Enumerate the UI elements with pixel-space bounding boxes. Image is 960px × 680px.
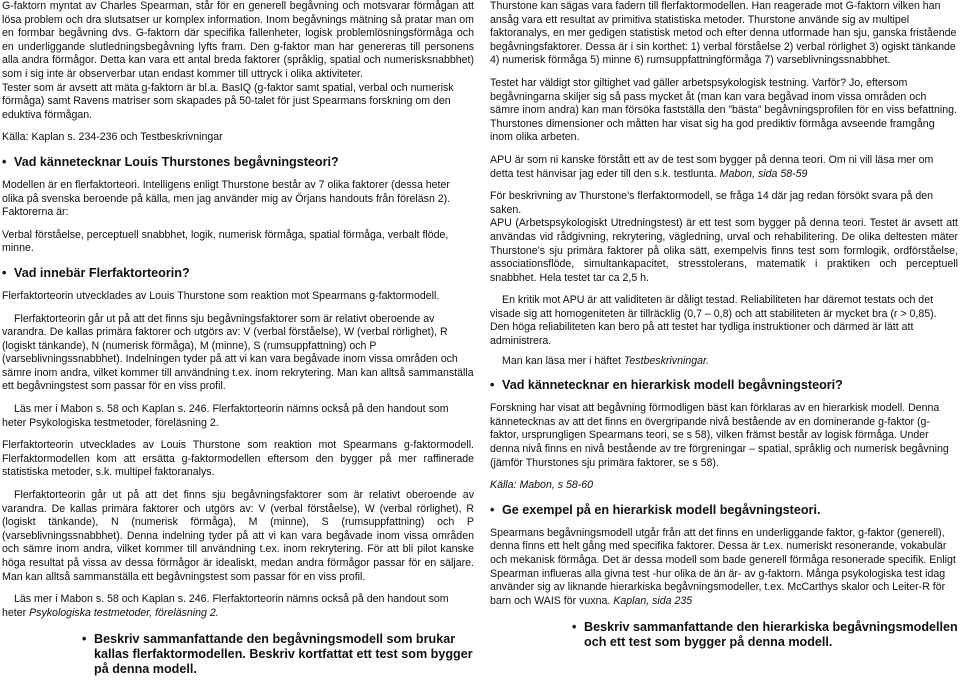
answer-paragraph: Forskning har visat att begåvning förmodligen bäst kan förklaras av en hierarkisk modell. Denna kännetecknas av att det finns en övergripande nivå bestående av en dominerande g-faktor (g-faktor, ursprungligen Spearmans teori, se s 58), vilken främst består av logisk förmåga. Under denna nivå finns en nivå bestående av tre förgreningar – spatial, språklig och numerisk begåvning (jämför Thurstones sju primära faktorer, se s 58). (490, 402, 949, 469)
source-line: Källa: Mabon, s 58-60 (490, 479, 594, 492)
answer-paragraph: Flerfaktorteorin går ut på att det finns sju begåvningsfaktorer som är relativt oberoende av varandra. De kallas primära faktorer och utgörs av: V (verbal förståelse), W (verbal rörlighet), R (logiskt tänkande), N (numerisk förmåga), M (minne), S (rumsuppfattning) och P (varseblivningssnabbhet). Indelningen tyder på att vi kan vara begåvade inom vissa områden och sämre inom andra, vilket kommer till användning t.ex. inom rekrytering. Man kan alltså sammanställa ett begåvningstest som passar för en viss profil. (2, 312, 474, 393)
question-text: Beskriv sammanfattande den hierarkiska begåvningsmodellen och ett test som bygger på denna modell. (584, 620, 958, 650)
question-hierarchical-summary (572, 620, 958, 650)
answer-paragraph (490, 154, 958, 181)
answer-intro: Flerfaktorteorin utvecklades av Louis Thurstone som reaktion mot Spearmans g-faktormodell. (2, 289, 440, 302)
question-thurstone (2, 155, 474, 170)
tests-paragraph: Tester som är avsett att mäta g-faktorn är bl.a. BasIQ (g-faktor samt spatial, verbal och numerisk förmåga) samt Ravens matriser som skapades på 50-talet för just Spearmans forskning om den eduktiva förmågan. (2, 81, 454, 121)
bullet-icon: • (490, 502, 495, 517)
read-more-source: Psykologiska testmetoder, föreläsning 2. (29, 606, 219, 619)
critique-paragraph: En kritik mot APU är att validiteten är dåligt testad. Reliabiliteten har däremot testats och det visade sig att homogeniteten är tillräcklig (0,7 – 0,8) och att stabiliteten är mycket bra (r > 0,85). Den höga reliabiliteten kan bero på att testet har tydliga instruktioner och därmed är lätt att administrera. (490, 294, 937, 348)
question-example (490, 503, 958, 518)
apu-paragraph: APU (Arbetspsykologiskt Utredningstest) är ett test som bygger på denna teori. Testet är avsett att användas vid rådgivning, rekrytering, vägledning, urval och rehabilitering. De olika deltesten mäter Thurstone's sju primära faktorer på olika sätt, exempelvis finns test som formlogik, ordförståelse, associationsflöde, simultankapacitet, stresstolerans, matematik i praktiken och perceptuell snabbhet. Hela testet tar ca 2,5 h. (490, 217, 958, 284)
intro-paragraph: G-faktorn myntat av Charles Spearman, står för en generell begåvning och motsvarar förmågan att lösa problem och dra slutsatser ur komplex information. Inom begåvnings mätning så pratar man om en formbar begåvning dvs. G-faktorn där specifika fallenheter, logisk problemlösningsförmåga och en underliggande slutledningsbegåvning lyfts fram. Den g-faktor man har genereras till personens alla andra förmågor. Detta kan vara ett antal breda faktorer (språklig, spatial och numerisksnabbhet) som i sig inte är observerbar utan endast kommer till uttryck i olika aktiviteter. (2, 0, 474, 80)
right-column (490, 0, 958, 650)
bullet-icon: • (572, 620, 577, 635)
question-summary (82, 632, 474, 677)
answer-paragraph (490, 527, 958, 609)
read-more-line (490, 355, 958, 369)
read-more-text: Man kan läsa mer i häftet (502, 354, 624, 367)
apu-source: Mabon, sida 58-59 (719, 167, 808, 180)
question-text: Vad innebär Flerfaktorteorin? (14, 265, 190, 280)
answer-paragraph: Flerfaktorteorin går ut på att det finns sju begåvningsfaktorer som är relativt oberoende av varandra. De kallas primära faktorer och utgörs av: V (verbal förståelse), W (verbal rörlighet), R (logiskt tänkande), N (numerisk förmåga), M (minne), S (rumsuppfattning) och P (varseblivningssnabbhet). Denna indelning tyder på att vi kan vara begåvade inom vissa områden och sämre inom andra, vilket kommer till användning t.ex. inom rekrytering. För att bli pilot kanske höga resultat på vissa av dessa förmågor är idealiskt, medan andra förmågor passar för en säljare. Man kan alltså sammanställa ett begåvningstest som passar för en viss profil. (2, 489, 474, 583)
bullet-icon: • (2, 154, 7, 169)
read-more-text: Läs mer i Mabon s. 58 och Kaplan s. 246. Flerfaktorteorin nämns också på den handout som heter (2, 593, 449, 619)
question-text: Vad kännetecknar en hierarkisk modell begåvningsteori? (502, 378, 843, 393)
spearman-source: Kaplan, sida 235 (613, 594, 693, 607)
left-column (2, 0, 474, 677)
read-more-line: Läs mer i Mabon s. 58 och Kaplan s. 246. Flerfaktorteorin nämns också på den handout som heter Psykologiska testmetoder, föreläsning 2. (2, 403, 449, 429)
question-flerfaktor (2, 266, 474, 281)
factor-list: Verbal förståelse, perceptuell snabbhet, logik, numerisk förmåga, spatial förmåga, verbalt flöde, minne. (2, 228, 449, 255)
question-text: Ge exempel på en hierarkisk modell begåvningsteori. (502, 502, 821, 517)
read-more-line (2, 593, 474, 620)
spearman-text: Spearmans begåvningsmodell utgår från att det finns en underliggande faktor, g-faktor (generell), denna finns ett helt gång med specifika faktorer. Dessa är t.ex. numeriskt resonerande, vokabulär och mekanisk förmåga. Det är dessa modell som bade generell förmåga resonerade specifik. Enligt Spearman influeras alla givna test -hur olika de än är- av g-faktorn. Många psykologiska test idag använder sig av liknande hierarkiska begåvningsmodeller, t.ex. McCarthys skalor och Leiter-R för barn och WAIS för vuxna. (490, 526, 956, 607)
source-line: Källa: Kaplan s. 234-236 och Testbeskrivningar (2, 131, 223, 144)
read-more-source: Testbeskrivningar. (623, 354, 710, 367)
answer-paragraph: Testet har väldigt stor giltighet vad gäller arbetspsykologisk testning. Varför? Jo, eftersom begåvningarna skiljer sig så pass mycket åt (man kan vara begåvad inom vissa områden och sämre inom andra) kan man försöka fastställa den ”bästa” begåvningsprofilen för en viss befattning. Thurstones dimensioner och måtten har visat sig ha god prediktiv förmåga avseende framgång inom olika arbeten. (490, 76, 957, 144)
answer-paragraph: Thurstone kan sägas vara fadern till flerfaktormodellen. Han reagerade mot G-faktorn vilken han ansåg vara ett resultat av primitiva statistiska metoder. Thurstone använde sig av multipel faktoranalys, en mer gedigen statistisk metod och efter denna utformade han sju, ganska fristående begåvningsfaktorer. Dessa är i sin korthet: 1) verbal förståelse 2) verbal rörlighet 3) ogiskt tänkande 4) numerisk förmåga 5) minne 6) rumsuppfattningförmåga 7) varseblivningssnabbhet. (490, 0, 957, 67)
answer-paragraph: Modellen är en flerfaktorteori. Intelligens enligt Thurstone består av 7 olika faktorer (dessa heter olika på svenska beroende på källa, men jag använder mig av Örjans handouts från föreläsn 2). Faktorerna är: (2, 178, 451, 219)
bullet-icon: • (82, 632, 87, 647)
question-text: Beskriv sammanfattande den begåvningsmodell som brukar kallas flerfaktormodellen. Beskriv kortfattat ett test som bygger på denna modell. (94, 632, 473, 677)
question-text: Vad kännetecknar Louis Thurstones begåvningsteori? (14, 154, 339, 169)
question-hierarchical (490, 378, 958, 393)
answer-paragraph: För beskrivning av Thurstone’s flerfaktormodell, se fråga 14 där jag redan försökt svara på den saken. (490, 190, 934, 216)
apu-text: APU är som ni kanske förstått ett av de test som bygger på denna teori. Om ni vill läsa mer om detta test hänvisar jag eder till den s.k. testlunta. (490, 153, 934, 180)
bullet-icon: • (2, 265, 7, 280)
bullet-icon: • (490, 378, 495, 393)
answer-paragraph: Flerfaktorteorin utvecklades av Louis Thurstone som reaktion mot Spearmans g-faktormodell. Flerfaktormodellen kom att ersätta g-faktormodellen eftersom den bygger på mer raffinerade statistiska metoder, s.k. multipel faktoranalys. (2, 439, 474, 479)
